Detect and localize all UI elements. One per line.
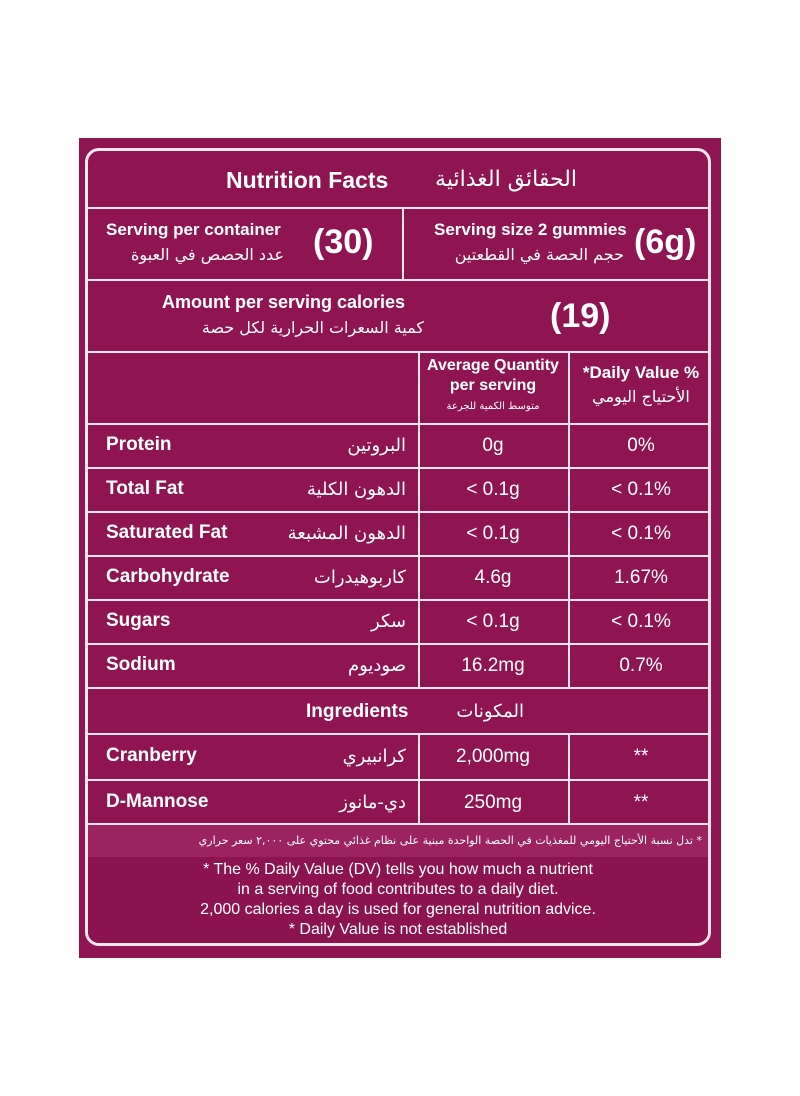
title-row — [88, 151, 708, 207]
ingredient-name-ar: كرانبيري — [342, 746, 406, 767]
ingredient-name: D-Mannose — [106, 791, 209, 812]
title-ar: الحقائق الغذائية — [435, 167, 577, 192]
nutrient-daily-value: < 0.1% — [611, 611, 671, 632]
nutrient-name-ar: الدهون الكلية — [306, 479, 406, 500]
nutrient-name-ar: سكر — [371, 611, 406, 632]
nutrient-daily-value: < 0.1% — [611, 523, 671, 544]
nutrient-name-ar: البروتين — [347, 435, 406, 456]
nutrition-frame — [85, 148, 711, 946]
serving-row — [88, 209, 708, 279]
footer — [88, 857, 708, 946]
nutrient-quantity: < 0.1g — [466, 611, 520, 632]
note-row — [88, 825, 708, 857]
nutrient-name-ar: كاربوهيدرات — [313, 567, 406, 588]
nutrient-name: Total Fat — [106, 478, 184, 499]
nutrient-row — [88, 601, 708, 643]
divider — [418, 353, 420, 687]
serving-per-container-label: Serving per container — [106, 220, 281, 239]
nutrient-row — [88, 469, 708, 511]
footer-line: * Daily Value is not established — [288, 921, 508, 938]
avg-quantity-header-ar: متوسط الكمية للجرعة — [446, 401, 540, 412]
nutrient-quantity: 0g — [482, 435, 504, 456]
nutrient-quantity: < 0.1g — [466, 479, 520, 500]
serving-per-container-value: (30) — [313, 223, 374, 261]
divider — [402, 209, 404, 279]
ingredients-header-ar: المكونات — [456, 701, 524, 722]
calories-value: (19) — [550, 297, 611, 335]
nutrient-name: Carbohydrate — [106, 566, 230, 587]
footer-line: * The % Daily Value (DV) tells you how much a nutrient — [203, 861, 593, 878]
per-serving-header: per serving — [449, 377, 537, 394]
serving-per-container-ar: عدد الحصص في العبوة — [131, 245, 284, 264]
nutrient-name: Sodium — [106, 654, 176, 675]
avg-quantity-header: Average Quantity — [427, 357, 559, 374]
ingredient-row — [88, 735, 708, 779]
nutrient-daily-value: 1.67% — [614, 567, 668, 588]
serving-size-value: (6g) — [634, 223, 697, 261]
ingredient-quantity: 250mg — [463, 792, 523, 813]
nutrient-name-ar: الدهون المشبعة — [287, 523, 406, 544]
daily-value-header-ar: الأحتياج اليومي — [592, 387, 690, 406]
daily-value-header: *Daily Value % — [582, 363, 700, 382]
calories-label: Amount per serving calories — [162, 292, 406, 312]
ingredient-quantity: 2,000mg — [456, 746, 530, 767]
divider — [568, 353, 570, 687]
nutrient-daily-value: < 0.1% — [611, 479, 671, 500]
nutrient-daily-value: 0.7% — [619, 655, 663, 676]
serving-size-label: Serving size 2 gummies — [434, 220, 627, 239]
nutrient-daily-value: 0% — [627, 435, 655, 456]
footer-line: in a serving of food contributes to a daily diet. — [237, 881, 559, 898]
column-header-row — [88, 353, 708, 423]
divider — [418, 735, 420, 823]
serving-size-ar: حجم الحصة في القطعتين — [454, 245, 624, 264]
ingredient-daily-value: ** — [633, 792, 649, 813]
nutrient-name-ar: صوديوم — [347, 655, 406, 676]
nutrient-quantity: < 0.1g — [466, 523, 520, 544]
ingredient-name-ar: دي-مانوز — [339, 792, 406, 813]
nutrient-quantity: 16.2mg — [461, 655, 525, 676]
nutrient-row — [88, 645, 708, 687]
ingredient-row — [88, 781, 708, 823]
title-en: Nutrition Facts — [226, 167, 389, 193]
nutrient-row — [88, 513, 708, 555]
footer-line: 2,000 calories a day is used for general nutrition advice. — [200, 901, 596, 918]
ingredient-name: Cranberry — [106, 745, 197, 766]
ingredient-daily-value: ** — [633, 746, 649, 767]
nutrition-panel — [79, 138, 721, 958]
nutrient-row — [88, 425, 708, 467]
ingredients-header: Ingredients — [306, 701, 409, 722]
nutrient-name: Sugars — [106, 610, 171, 631]
calories-label-ar: كمية السعرات الحرارية لكل حصة — [201, 318, 424, 337]
nutrient-name: Protein — [106, 434, 172, 455]
ingredients-header-row — [88, 689, 708, 733]
divider — [568, 735, 570, 823]
nutrient-name: Saturated Fat — [106, 522, 228, 543]
nutrient-row — [88, 557, 708, 599]
daily-value-note-ar: * تدل نسبة الأحتياج اليومي للمغذيات في الحصة الواحدة مبنية على نظام غذائي محتوي على ٢,٠٠٠ سعر حراري — [198, 834, 702, 847]
calories-row — [88, 281, 708, 351]
nutrient-quantity: 4.6g — [474, 567, 512, 588]
